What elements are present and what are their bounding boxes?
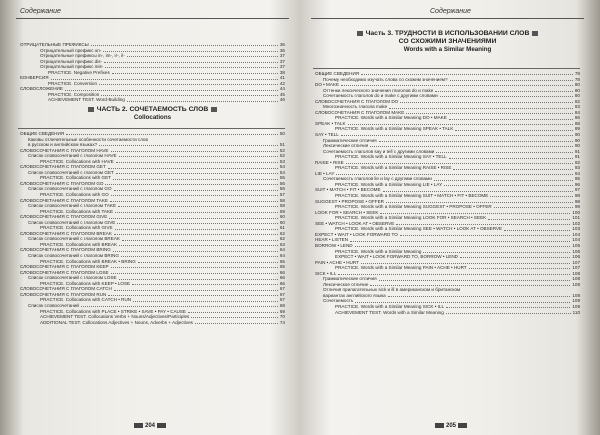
dot-leader — [112, 73, 278, 74]
toc-entry-page: 60 — [279, 214, 285, 220]
toc-entry-page: 54 — [279, 164, 285, 170]
toc-entry-page: 66 — [279, 280, 285, 286]
toc-entry-title: Список словосочетаний с глаголом BREAK — [28, 236, 120, 242]
toc-entry-title: Список словосочетаний с глаголом TAKE — [28, 203, 117, 209]
dot-leader — [370, 285, 570, 286]
dot-leader — [379, 141, 573, 142]
dot-leader — [406, 113, 573, 114]
dot-leader — [341, 135, 573, 136]
toc-entry-title: СЛОВОСОЧЕТАНИЯ С ГЛАГОЛОМ DO — [315, 98, 399, 104]
dot-leader — [99, 145, 278, 146]
toc-entry-title: PRACTICE. Words with a Similar Meaning — [335, 248, 422, 254]
dot-leader — [383, 191, 573, 192]
toc-entry-page: 67 — [279, 286, 285, 292]
toc-entry-title: PRACTICE. Collocations with CATCH • RUN — [40, 297, 132, 303]
toc-entry-page: 65 — [279, 264, 285, 270]
toc-entry-page: 99 — [574, 204, 580, 210]
toc-entry-page: 89 — [574, 126, 580, 132]
toc-entry-title: LIE • LAY — [315, 170, 335, 176]
toc-entry-title: PRACTICE. Words with a Similar Meaning PAIN • ACHE • HURT — [335, 265, 467, 271]
dot-leader — [114, 234, 278, 235]
toc-entry-title: Сочетаемость глаголов lie и lay с другими словами — [323, 176, 432, 182]
chapter-marker — [211, 107, 217, 112]
toc-entry-page: 98 — [574, 193, 580, 199]
toc-entry-page: 61 — [279, 225, 285, 231]
chapter-subtitle: Words with a Similar Meaning — [403, 46, 492, 53]
toc-entry-title: RAISE • RISE — [315, 159, 344, 165]
dot-leader — [455, 130, 573, 131]
toc-entry-title: ОБЩИЕ СВЕДЕНИЯ — [315, 71, 360, 76]
page-number: 204 — [132, 423, 168, 429]
dot-leader — [138, 262, 278, 263]
toc-entry-title: PRACTICE. Words with a Similar Meaning SAY • TELL — [335, 154, 447, 160]
toc-entry-title: СЛОВОСОЧЕТАНИЯ С ГЛАГОЛОМ GIVE — [20, 214, 108, 220]
dot-leader — [453, 169, 573, 170]
toc-entry-title: ACHIEVEMENT TEST. Collocations Verbs + Nouns/Adjectives/Participles — [40, 314, 190, 320]
toc-entry-page: 36 — [279, 42, 285, 47]
toc-entry-page: 106 — [572, 254, 580, 260]
dot-leader — [504, 230, 570, 231]
dot-leader — [346, 163, 573, 164]
toc-entry-page: 45 — [279, 91, 285, 97]
chapter-heading — [305, 30, 590, 54]
dot-leader — [435, 91, 573, 92]
dot-leader — [446, 307, 570, 308]
toc-entry-page: 105 — [572, 242, 580, 248]
toc-entry-title: Почему необходимо изучать слова со схожим значением? — [323, 76, 448, 82]
toc-entry-page: 53 — [279, 158, 285, 164]
dot-leader — [99, 84, 278, 85]
toc-entry-page: 78 — [574, 76, 580, 82]
toc-entry-title: Грамматические отличия — [323, 137, 377, 143]
toc-entry-title: EXPECT • WAIT • LOOK FORWARD TO, BORROW • LEND — [335, 254, 459, 260]
toc-entry-page: 58 — [279, 203, 285, 209]
chapter-marker — [532, 31, 538, 36]
dot-leader — [101, 95, 278, 96]
toc-entry-title: PRACTICE. Negative Prefixes — [48, 69, 110, 75]
toc-entry-page: 104 — [572, 231, 580, 237]
toc-entry-page: 88 — [574, 120, 580, 126]
toc-entry-page: 108 — [572, 276, 580, 282]
toc-entry-page: 56 — [279, 186, 285, 192]
toc-entry-title: СЛОВОСОЧЕТАНИЯ С ГЛАГОЛОМ BREAK — [20, 230, 112, 236]
toc-entry-page: 69 — [279, 308, 285, 314]
dot-leader — [444, 185, 573, 186]
toc-entry-page: 62 — [279, 236, 285, 242]
toc-entry-title: СЛОВОСОЧЕТАНИЯ С ГЛАГОЛОМ BRING — [20, 247, 111, 253]
toc-entry-page: 108 — [572, 292, 580, 298]
dot-leader — [338, 274, 570, 275]
dot-leader — [115, 212, 278, 213]
toc-entry-page: 108 — [572, 281, 580, 287]
toc-entry-page: 50 — [279, 131, 285, 136]
toc-section-main — [315, 71, 580, 315]
toc-entry-title: DO • MAKE — [315, 82, 340, 88]
toc-entry-title: в русском и английском языках? — [28, 142, 98, 148]
toc-entry-title: СЛОВОСОЧЕТАНИЯ С ГЛАГОЛОМ HAVE — [20, 147, 109, 153]
toc-entry-page: 109 — [572, 298, 580, 304]
toc-entry — [315, 310, 580, 316]
dot-leader — [336, 174, 573, 175]
chapter-heading — [10, 106, 295, 122]
dot-leader — [121, 256, 278, 257]
dot-leader — [195, 323, 278, 324]
toc-entry-page: 104 — [572, 237, 580, 243]
dot-leader — [490, 196, 573, 197]
toc-entry-page: 52 — [279, 147, 285, 153]
toc-entry-page: 70 — [279, 314, 285, 320]
toc-entry-title: PRACTICE. Collocations with HAVE — [40, 158, 114, 164]
header-rule — [16, 18, 289, 19]
toc-entry-title: PRACTICE. Words with a Similar Meaning SUIT • MATCH • FIT • BECOME — [335, 193, 489, 199]
toc-entry-title: Список словосочетаний с глаголом GET — [28, 169, 114, 175]
dot-leader — [105, 67, 278, 68]
dot-leader — [188, 312, 278, 313]
toc-entry-page: 101 — [572, 215, 580, 221]
toc-entry-title: Грамматические отличия — [323, 276, 377, 282]
toc-entry-page: 56 — [279, 180, 285, 186]
dot-leader — [114, 290, 278, 291]
toc-entry-page: 107 — [572, 259, 580, 265]
toc-entry-title: SEE • WATCH • LOOK AT • OBSERVE — [315, 220, 395, 226]
dot-leader — [440, 96, 573, 97]
dot-leader — [127, 56, 278, 57]
toc-entry-title: СЛОВОСОЧЕТАНИЯ С ГЛАГОЛОМ GET — [20, 164, 106, 170]
toc-entry-title: ОТРИЦАТЕЛЬНЫЕ ПРЕФИКСЫ — [20, 42, 89, 47]
chapter-title: ЧАСТЬ 2. СОЧЕТАЕМОСТЬ СЛОВ — [96, 106, 209, 113]
toc-entry-page: 74 — [279, 319, 285, 325]
toc-entry-title: Сочетаемость глаголов do и make с другими словами — [323, 93, 438, 99]
dot-leader — [115, 229, 278, 230]
dot-leader — [386, 202, 573, 203]
dot-leader — [469, 268, 570, 269]
toc-entry-page: 54 — [279, 169, 285, 175]
toc-entry — [20, 97, 285, 103]
toc-entry-title: PRACTICE. Collocations with BREAK — [40, 241, 118, 247]
chapter-title-line2: СО СХОЖИМИ ЗНАЧЕНИЯМИ — [398, 38, 497, 45]
dot-leader — [51, 79, 278, 80]
dot-leader — [191, 317, 278, 318]
toc-entry-title: Оттенки лексического значения глаголов do и make — [323, 87, 434, 93]
toc-entry-page: 94 — [574, 170, 580, 176]
toc-section-top — [20, 42, 285, 103]
dot-leader — [110, 201, 278, 202]
toc-entry-title: Список словосочетаний с глаголом BRING — [28, 253, 119, 259]
toc-entry-title: Список словосочетаний с глаголом GO — [28, 186, 112, 192]
toc-entry-page: 62 — [279, 230, 285, 236]
toc-entry-title: Сочетаемость глаголов say и tell с другими словами — [323, 148, 435, 154]
dot-leader — [116, 173, 278, 174]
dot-leader — [91, 45, 278, 46]
toc-entry-page: 67 — [279, 297, 285, 303]
toc-entry-page: 65 — [279, 258, 285, 264]
toc-entry-title: PAIN • ACHE • HURT — [315, 259, 359, 265]
page-number: 205 — [433, 423, 469, 429]
dot-leader — [111, 195, 278, 196]
toc-entry-title: PRACTICE. Words with a Similar Meaning SICK • ILL — [335, 303, 445, 309]
dot-leader — [81, 306, 278, 307]
dot-leader — [460, 257, 570, 258]
dot-leader — [423, 252, 570, 253]
toc-entry-page: 97 — [574, 187, 580, 193]
dot-leader — [116, 162, 278, 163]
toc-entry-title: PRACTICE. Words with a Similar Meaning SUGGEST • PROPOSE • OFFER — [335, 204, 492, 210]
chapter-marker — [357, 31, 363, 36]
toc-entry-page: 108 — [572, 270, 580, 276]
toc-entry-title: Лексические отличия — [323, 143, 369, 149]
dot-leader — [113, 179, 278, 180]
dot-leader — [361, 74, 573, 75]
dot-leader — [355, 246, 570, 247]
dot-leader — [348, 124, 573, 125]
dot-leader — [449, 119, 573, 120]
toc-entry-title: EXPECT • WAIT • LOOK FORWARD TO — [315, 231, 398, 237]
toc-entry-page: 64 — [279, 247, 285, 253]
toc-entry-page: 109 — [572, 303, 580, 309]
toc-entry-title: Список словосочетаний с глаголом HAVE — [28, 153, 117, 159]
toc-entry-page: 64 — [279, 253, 285, 259]
toc-entry-title: SUGGEST • PROPOSE • OFFER — [315, 198, 384, 204]
toc-entry-title: PRACTICE. Collocations with TAKE — [40, 208, 114, 214]
toc-entry-page: 80 — [574, 82, 580, 88]
toc-section-main — [20, 131, 285, 325]
toc-entry-page: 98 — [574, 198, 580, 204]
dot-leader — [355, 302, 570, 303]
toc-entry-title: Лексическое отличие — [323, 281, 369, 287]
toc-entry-page: 107 — [572, 265, 580, 271]
toc-entry-title: КОНВЕРСИЯ — [20, 75, 49, 81]
toc-entry-title: Отрицательные префиксы in-, im-, ir-, il- — [40, 53, 125, 59]
toc-entry-title: СЛОВОСОЧЕТАНИЯ С ГЛАГОЛОМ LOSE — [20, 269, 109, 275]
toc-entry-title: PRACTICE. Collocations with GO — [40, 192, 109, 198]
dot-leader — [113, 251, 278, 252]
toc-entry-title: PRACTICE. Words with a Similar Meaning DO • MAKE — [335, 115, 447, 121]
toc-entry-page: 83 — [574, 104, 580, 110]
toc-entry-title: Отрицательный префикс dis- — [40, 58, 103, 64]
toc-entry-page: 86 — [574, 115, 580, 121]
toc-entry-title: Сочетаемость — [323, 298, 354, 304]
chapter-title: Часть 3. ТРУДНОСТИ В ИСПОЛЬЗОВАНИИ СЛОВ — [365, 30, 530, 37]
toc-entry-page: 82 — [574, 98, 580, 104]
toc-entry-page: 96 — [574, 181, 580, 187]
dot-leader — [127, 101, 278, 102]
dot-leader — [132, 284, 278, 285]
toc-entry-title: ACHIEVEMENT TEST. Words with a Similar Meaning — [335, 309, 444, 315]
toc-entry-page: 102 — [572, 220, 580, 226]
toc-entry-page: 66 — [279, 269, 285, 275]
toc-entry-page: 36 — [279, 47, 285, 53]
running-header: Содержание — [430, 8, 471, 15]
toc-entry-title: LOOK FOR • SEARCH • SEEK — [315, 209, 379, 215]
toc-entry-page: 92 — [574, 159, 580, 165]
left-page — [10, 0, 295, 435]
dot-leader — [133, 301, 278, 302]
toc-entry-page: 95 — [574, 176, 580, 182]
toc-entry-page: 37 — [279, 64, 285, 70]
dot-leader — [108, 295, 278, 296]
toc-entry — [20, 320, 285, 326]
toc-entry-title: СЛОВОСЛОЖЕНИЕ — [20, 86, 63, 92]
dot-leader — [111, 273, 278, 274]
dot-leader — [400, 102, 573, 103]
dot-leader — [119, 279, 278, 280]
dot-leader — [111, 267, 278, 268]
dot-leader — [494, 207, 573, 208]
toc-entry-title: СЛОВОСОЧЕТАНИЯ С ГЛАГОЛОМ CATCH — [20, 286, 112, 292]
toc-entry-page: 44 — [279, 86, 285, 92]
toc-entry-title: BORROW • LEND — [315, 242, 353, 248]
dot-leader — [118, 206, 278, 207]
toc-entry-title: PRACTICE. Words with a Similar Meaning RAISE • RISE — [335, 165, 452, 171]
toc-entry-page: 90 — [574, 143, 580, 149]
toc-entry-title: PRACTICE. Words with a Similar Meaning LIE • LAY — [335, 181, 443, 187]
toc-entry-title: Каковы отличительные особенности сочетаемости слов — [28, 136, 148, 142]
dot-leader — [341, 85, 573, 86]
dot-leader — [109, 218, 278, 219]
toc-entry-title: СЛОВОСОЧЕТАНИЯ С ГЛАГОЛОМ KEEP — [20, 264, 109, 270]
dot-leader — [450, 80, 573, 81]
toc-entry-title: Отличия прилагательных sick и ill в американском и британском — [323, 287, 461, 293]
toc-entry-title: СЛОВОСОЧЕТАНИЯ С ГЛАГОЛОМ MAKE — [315, 109, 405, 115]
toc-entry-page: 91 — [574, 154, 580, 160]
toc-entry-title: HEAR • LISTEN — [315, 237, 349, 243]
toc-entry-title: вариантах английского языка — [323, 292, 386, 298]
dot-leader — [396, 224, 570, 225]
dot-leader — [380, 213, 570, 214]
dot-leader — [488, 219, 570, 220]
toc-entry-page: 106 — [572, 248, 580, 254]
toc-entry-title: PRACTICE. Collocations with GET — [40, 175, 111, 181]
toc-entry-page: 80 — [574, 87, 580, 93]
toc-entry-title: PRACTICE. Composition — [48, 91, 100, 97]
section-rule — [18, 128, 285, 129]
dot-leader — [66, 134, 278, 135]
dot-leader — [361, 263, 570, 264]
toc-entry-page: 93 — [574, 165, 580, 171]
toc-entry-page: 46 — [279, 97, 285, 103]
dot-leader — [114, 190, 278, 191]
toc-entry-title: СЛОВОСОЧЕТАНИЯ С ГЛАГОЛОМ RUN — [20, 291, 107, 297]
toc-entry-title: Многозначность глагола make — [323, 104, 388, 110]
toc-entry-page: 90 — [574, 132, 580, 138]
dot-leader — [103, 51, 278, 52]
dot-leader — [389, 108, 573, 109]
toc-entry-title: Отрицательный префикс mis- — [40, 64, 104, 70]
chapter-marker — [88, 107, 94, 112]
toc-entry-page: 41 — [279, 75, 285, 81]
toc-entry-page: 66 — [279, 275, 285, 281]
toc-entry-title: PRACTICE. Collocations with GIVE — [40, 225, 113, 231]
dot-leader — [108, 168, 278, 169]
dot-leader — [350, 241, 570, 242]
toc-entry-page: 91 — [574, 148, 580, 154]
header-rule — [311, 18, 584, 19]
dot-leader — [370, 146, 573, 147]
toc-entry-page: 37 — [279, 53, 285, 59]
toc-entry-page: 57 — [279, 192, 285, 198]
section-rule — [313, 68, 580, 69]
toc-entry-page: 63 — [279, 241, 285, 247]
toc-entry-title: ОБЩИЕ СВЕДЕНИЯ — [20, 131, 65, 136]
toc-entry-title: PRACTICE. Collocations with PLACE • STRIKE • SAVE • PAY • CAUSE — [40, 308, 186, 314]
toc-entry-title: ACHIEVEMENT TEST. Word-Building — [48, 97, 125, 103]
toc-entry-title: Отрицательный префикс un- — [40, 47, 102, 53]
dot-leader — [434, 180, 573, 181]
toc-entry-page: 60 — [279, 219, 285, 225]
toc-entry-page: 78 — [574, 71, 580, 76]
dot-leader — [105, 184, 278, 185]
toc-entry-page: 67 — [279, 291, 285, 297]
toc-entry-title: Список словосочетаний с глаголом GIVE — [28, 219, 116, 225]
toc-entry-page: 55 — [279, 175, 285, 181]
dot-leader — [446, 313, 571, 314]
toc-entry-title: PRACTICE. Words with a Similar Meaning LOOK FOR • SEARCH • SEEK — [335, 215, 487, 221]
dot-leader — [65, 90, 278, 91]
dot-leader — [400, 235, 570, 236]
toc-entry-title: PRACTICE. Words with a Similar Meaning SEE • WATCH • LOOK AT • OBSERVE — [335, 226, 503, 232]
dot-leader — [388, 296, 570, 297]
toc-entry-page: 100 — [572, 209, 580, 215]
dot-leader — [122, 240, 278, 241]
toc-entry-page: 103 — [572, 226, 580, 232]
toc-entry-title: PRACTICE. Collocations with KEEP • LOSE — [40, 280, 131, 286]
toc-entry-page: 37 — [279, 58, 285, 64]
dot-leader — [111, 151, 278, 152]
dot-leader — [119, 245, 278, 246]
toc-entry-page: 90 — [574, 137, 580, 143]
toc-entry-title: СЛОВОСОЧЕТАНИЯ С ГЛАГОЛОМ TAKE — [20, 197, 108, 203]
toc-entry-title: SAY • TELL — [315, 132, 339, 138]
toc-entry-page: 42 — [279, 80, 285, 86]
toc-entry-page: 52 — [279, 153, 285, 159]
toc-entry-title: SUIT • MATCH • FIT • BECOME — [315, 187, 381, 193]
toc-entry-title: PRACTICE. Conversion — [48, 80, 98, 86]
toc-entry-page: 68 — [279, 302, 285, 308]
toc-entry-title: ADDITIONAL TEST. Collocations Adjectives + Nouns, Adverbs + Adjectives — [40, 319, 193, 325]
dot-leader — [104, 62, 278, 63]
dot-leader — [119, 156, 278, 157]
running-header: Содержание — [20, 8, 61, 15]
toc-entry-title: PRACTICE. Words with a Similar Meaning SPEAK • TALK — [335, 126, 454, 132]
toc-entry-page: 58 — [279, 197, 285, 203]
toc-entry-title: Список словосочетаний — [28, 302, 79, 308]
toc-entry-title: Список словосочетаний с глаголом LOSE — [28, 275, 117, 281]
toc-entry-page: 84 — [574, 109, 580, 115]
dot-leader — [117, 223, 278, 224]
right-page — [305, 0, 590, 435]
toc-entry-page: 38 — [279, 69, 285, 75]
toc-entry-page: 110 — [572, 309, 580, 315]
toc-entry-title: PRACTICE. Collocations with BREAK • BRING — [40, 258, 136, 264]
toc-entry-page: 51 — [279, 142, 285, 148]
dot-leader — [436, 152, 573, 153]
toc-entry-page: 59 — [279, 208, 285, 214]
toc-entry-title: SICK • ILL — [315, 270, 337, 276]
toc-entry-page: 80 — [574, 93, 580, 99]
dot-leader — [449, 158, 573, 159]
toc-entry-title: СЛОВОСОЧЕТАНИЯ С ГЛАГОЛОМ GO — [20, 180, 104, 186]
chapter-subtitle: Collocations — [133, 114, 172, 121]
toc-entry-title: SPEAK • TALK — [315, 120, 346, 126]
dot-leader — [379, 280, 570, 281]
